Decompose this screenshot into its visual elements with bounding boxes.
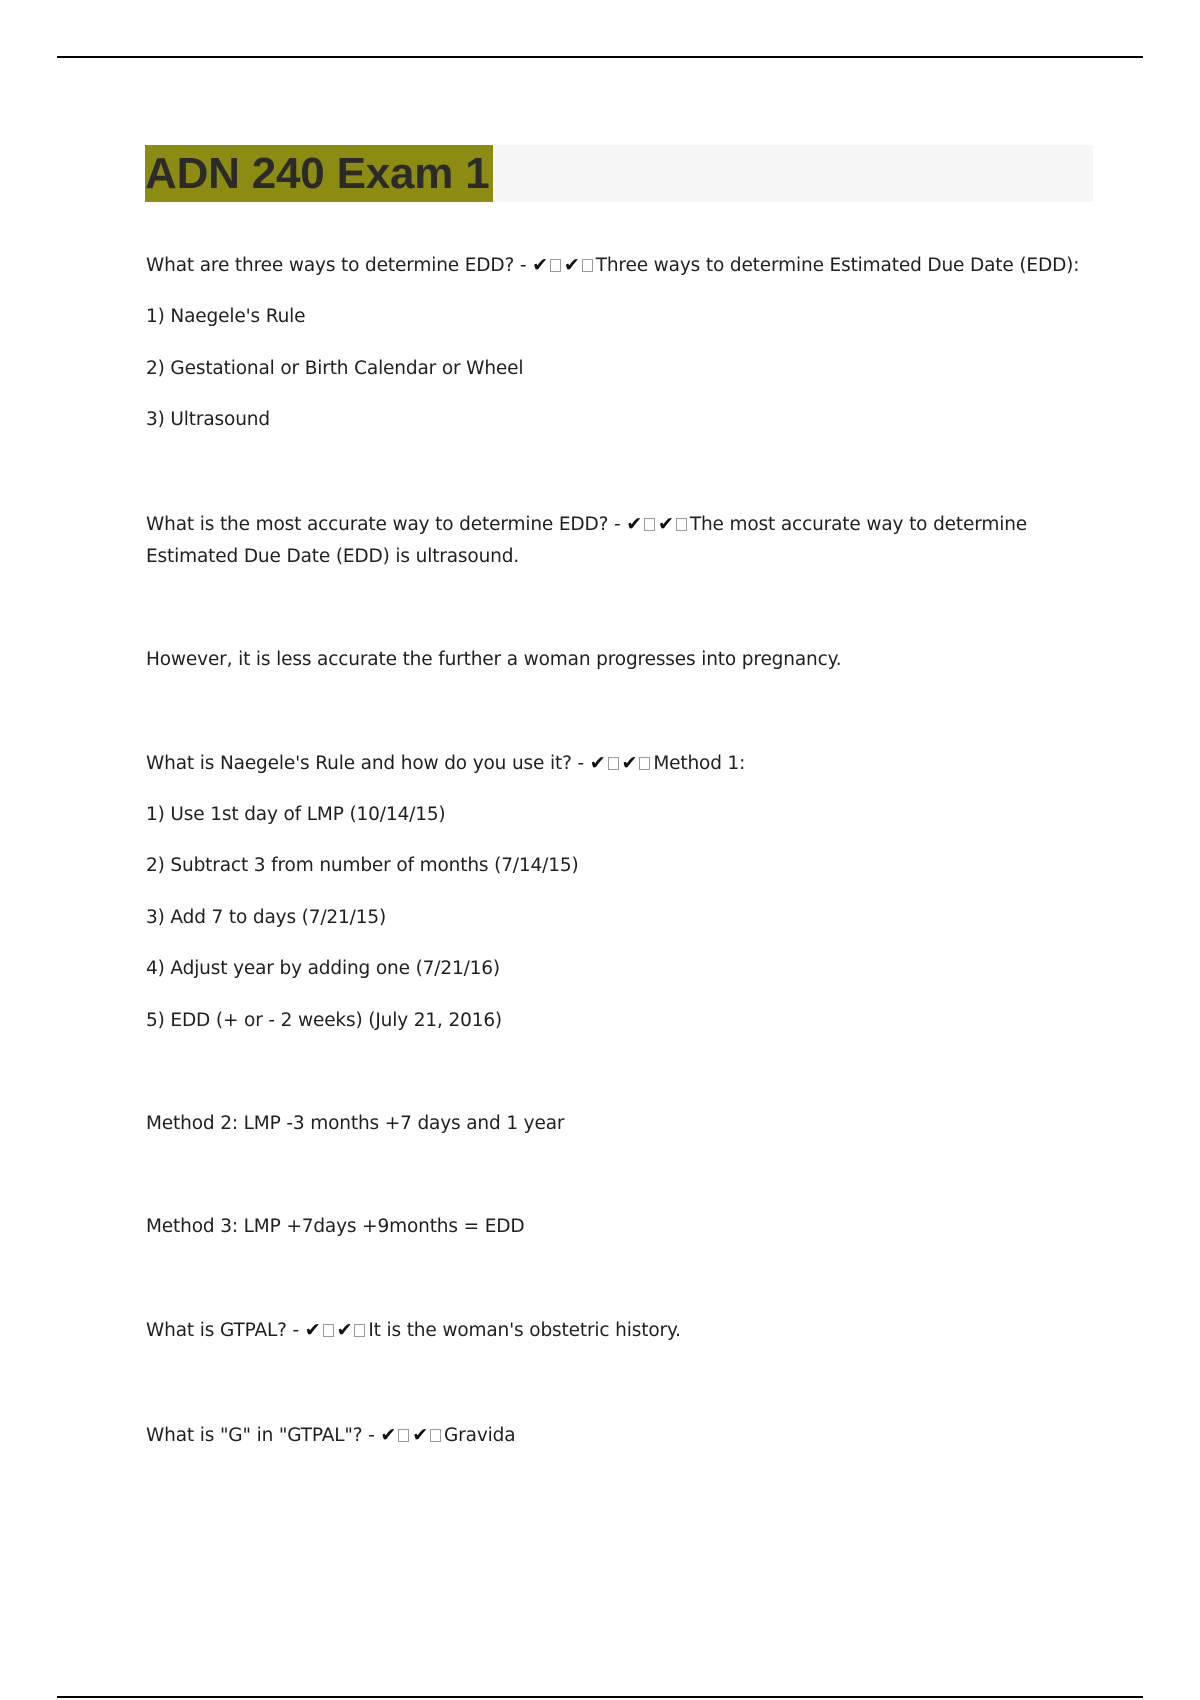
checkmark-icon: ✔ <box>658 513 674 535</box>
answer-text: The most accurate way to determine <box>689 514 1028 535</box>
top-rule <box>57 56 1143 58</box>
qa-item-5 <box>146 1424 515 1446</box>
question-text: What is the most accurate way to determine EDD? - <box>146 514 621 535</box>
list-item: 3) Ultrasound <box>146 409 270 430</box>
document-title: ADN 240 Exam 1 <box>145 149 490 198</box>
list-item: 4) Adjust year by adding one (7/21/16) <box>146 958 500 979</box>
answer-note: However, it is less accurate the further a woman progresses into pregnancy. <box>146 649 842 670</box>
list-item: 5) EDD (+ or - 2 weeks) (July 21, 2016) <box>146 1010 503 1031</box>
list-item: 2) Subtract 3 from number of months (7/14/15) <box>146 855 579 876</box>
checkmark-icon: ✔ <box>563 254 580 276</box>
missing-glyph-box-icon <box>430 1429 441 1442</box>
checkmark-icon: ✔ <box>621 752 638 774</box>
checkmark-icon: ✔ <box>304 1319 321 1341</box>
missing-glyph-box-icon <box>676 518 687 531</box>
question-text: What is GTPAL? - <box>146 1320 300 1341</box>
checkmark-icon: ✔ <box>589 752 606 774</box>
missing-glyph-box-icon <box>398 1429 409 1442</box>
checkmark-icon: ✔ <box>380 1424 397 1446</box>
checkmark-icon: ✔ <box>532 254 548 276</box>
list-item: 2) Gestational or Birth Calendar or Wheel <box>146 358 524 379</box>
qa-item-3 <box>146 752 745 774</box>
list-item: 3) Add 7 to days (7/21/15) <box>146 907 387 928</box>
checkmark-icon: ✔ <box>336 1319 353 1341</box>
answer-text: Gravida <box>443 1425 516 1446</box>
list-item: 1) Use 1st day of LMP (10/14/15) <box>146 804 446 825</box>
missing-glyph-box-icon <box>639 757 650 770</box>
answer-text: Method 1: <box>653 753 746 774</box>
answer-text: It is the woman's obstetric history. <box>368 1320 681 1341</box>
missing-glyph-box-icon <box>323 1324 334 1337</box>
list-item: 1) Naegele's Rule <box>146 306 306 327</box>
missing-glyph-box-icon <box>354 1324 365 1337</box>
question-text: What is "G" in "GTPAL"? - <box>146 1425 375 1446</box>
missing-glyph-box-icon <box>582 259 593 272</box>
checkmark-icon: ✔ <box>626 513 643 535</box>
answer-text: Three ways to determine Estimated Due Date (EDD): <box>595 255 1080 276</box>
method-3-text: Method 3: LMP +7days +9months = EDD <box>146 1216 525 1237</box>
qa-item-1 <box>146 254 1079 276</box>
bottom-rule <box>57 1696 1143 1698</box>
missing-glyph-box-icon <box>608 757 619 770</box>
qa-item-4 <box>146 1319 681 1341</box>
qa-item-2 <box>146 513 1027 535</box>
answer-continuation: Estimated Due Date (EDD) is ultrasound. <box>146 546 520 567</box>
question-text: What are three ways to determine EDD? - <box>146 255 527 276</box>
method-2-text: Method 2: LMP -3 months +7 days and 1 year <box>146 1113 565 1134</box>
title-highlight <box>145 145 493 202</box>
missing-glyph-box-icon <box>550 259 561 272</box>
question-text: What is Naegele's Rule and how do you use it? - <box>146 753 585 774</box>
missing-glyph-box-icon <box>644 518 655 531</box>
checkmark-icon: ✔ <box>412 1424 428 1446</box>
